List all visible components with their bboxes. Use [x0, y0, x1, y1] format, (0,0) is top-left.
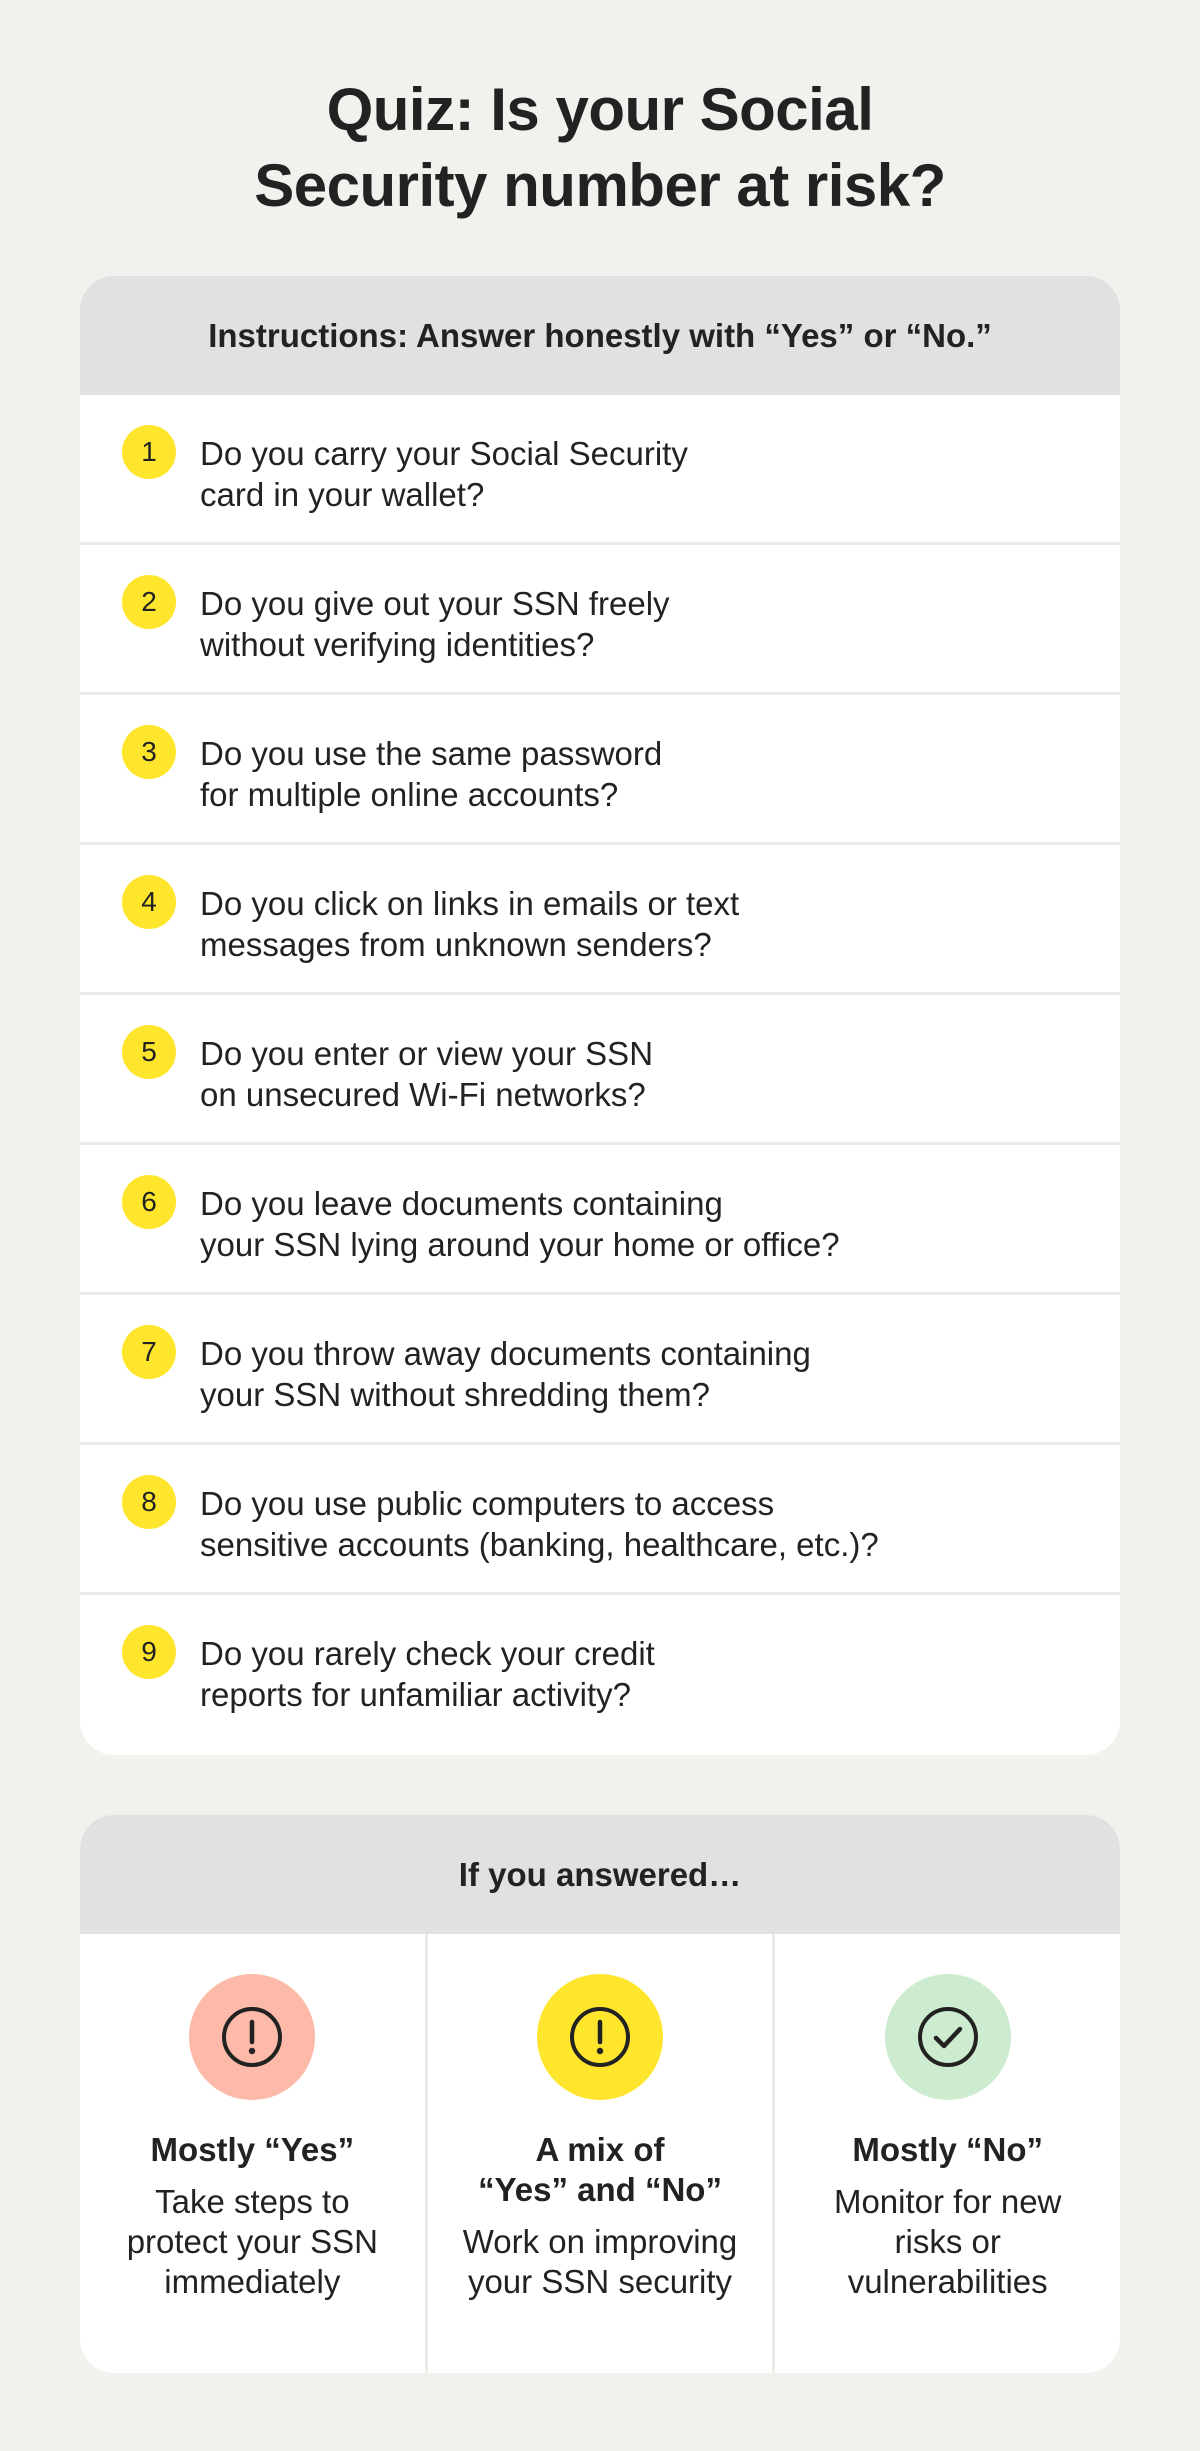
result-description-line-1: Monitor for new — [833, 2183, 1062, 2220]
question-text-line-1: Do you use public computers to access — [200, 1485, 775, 1522]
result-mostly-no — [775, 1934, 1120, 2373]
question-text-line-2: sensitive accounts (banking, healthcare, etc.)? — [200, 1526, 879, 1563]
question-text — [200, 883, 1080, 965]
question-text — [200, 1333, 1080, 1415]
question-text-line-1: Do you give out your SSN freely — [200, 585, 670, 622]
question-text-line-1: Do you enter or view your SSN — [200, 1035, 654, 1072]
question-text — [200, 733, 1080, 815]
question-number-badge: 1 — [122, 425, 176, 479]
question-text-line-2: reports for unfamiliar activity? — [200, 1676, 631, 1713]
question-text-line-1: Do you leave documents containing — [200, 1185, 723, 1222]
instructions-header: Instructions: Answer honestly with “Yes” or “No.” — [80, 276, 1120, 395]
exclamation-circle-icon — [189, 1974, 315, 2100]
question-number-badge: 6 — [122, 1175, 176, 1229]
result-description — [428, 2222, 773, 2302]
question-number-badge: 3 — [122, 725, 176, 779]
result-description-line-2: your SSN security — [467, 2263, 733, 2300]
checkmark-icon — [916, 2005, 980, 2069]
question-number-badge: 2 — [122, 575, 176, 629]
result-description-line-3: immediately — [164, 2263, 341, 2300]
question-text-line-1: Do you use the same password — [200, 735, 663, 772]
question-text-line-1: Do you click on links in emails or text — [200, 885, 740, 922]
question-item-8 — [80, 1445, 1120, 1595]
page-title-line-2: Security number at risk? — [254, 152, 946, 219]
question-text — [200, 433, 1080, 515]
result-heading — [428, 2130, 773, 2210]
question-number-badge: 4 — [122, 875, 176, 929]
page-title — [0, 72, 1200, 224]
question-text-line-2: on unsecured Wi-Fi networks? — [200, 1076, 646, 1113]
result-description-line-2: protect your SSN — [126, 2223, 378, 2260]
question-text — [200, 1633, 1080, 1715]
question-item-5 — [80, 995, 1120, 1145]
question-item-6 — [80, 1145, 1120, 1295]
question-number-badge: 8 — [122, 1475, 176, 1529]
question-text-line-2: messages from unknown senders? — [200, 926, 712, 963]
question-text — [200, 1483, 1080, 1565]
question-text — [200, 1033, 1080, 1115]
exclamation-circle-icon — [537, 1974, 663, 2100]
result-mostly-yes — [80, 1934, 428, 2373]
results-header: If you answered… — [80, 1815, 1120, 1934]
question-text-line-2: for multiple online accounts? — [200, 776, 619, 813]
question-text-line-2: without verifying identities? — [200, 626, 595, 663]
result-description — [80, 2182, 425, 2302]
page-title-line-1: Quiz: Is your Social — [326, 76, 874, 143]
quiz-card — [80, 276, 1120, 1755]
result-mix — [428, 1934, 776, 2373]
result-heading: Mostly “Yes” — [150, 2131, 355, 2168]
results-columns — [80, 1934, 1120, 2373]
question-number-badge: 7 — [122, 1325, 176, 1379]
question-text — [200, 1183, 1080, 1265]
question-text-line-2: your SSN without shredding them? — [200, 1376, 710, 1413]
question-text-line-2: your SSN lying around your home or office? — [200, 1226, 840, 1263]
question-number-badge: 9 — [122, 1625, 176, 1679]
question-item-7 — [80, 1295, 1120, 1445]
question-text-line-1: Do you rarely check your credit — [200, 1635, 655, 1672]
question-item-4 — [80, 845, 1120, 995]
question-item-9 — [80, 1595, 1120, 1745]
question-text — [200, 583, 1080, 665]
result-description-line-1: Work on improving — [462, 2223, 738, 2260]
question-text-line-2: card in your wallet? — [200, 476, 485, 513]
question-text-line-1: Do you carry your Social Security — [200, 435, 688, 472]
question-text-line-1: Do you throw away documents containing — [200, 1335, 811, 1372]
results-card — [80, 1815, 1120, 2373]
exclamation-icon — [220, 2005, 284, 2069]
result-description-line-3: vulnerabilities — [847, 2263, 1048, 2300]
question-list — [80, 395, 1120, 1745]
question-item-1 — [80, 395, 1120, 545]
result-description-line-2: risks or — [894, 2223, 1001, 2260]
question-item-3 — [80, 695, 1120, 845]
question-number-badge: 5 — [122, 1025, 176, 1079]
exclamation-icon — [568, 2005, 632, 2069]
result-heading-line-1: A mix of — [535, 2131, 665, 2168]
result-description-line-1: Take steps to — [155, 2183, 350, 2220]
result-heading: Mostly “No” — [852, 2131, 1044, 2168]
checkmark-circle-icon — [885, 1974, 1011, 2100]
question-item-2 — [80, 545, 1120, 695]
result-heading-line-2: “Yes” and “No” — [478, 2171, 722, 2208]
result-description — [775, 2182, 1120, 2302]
